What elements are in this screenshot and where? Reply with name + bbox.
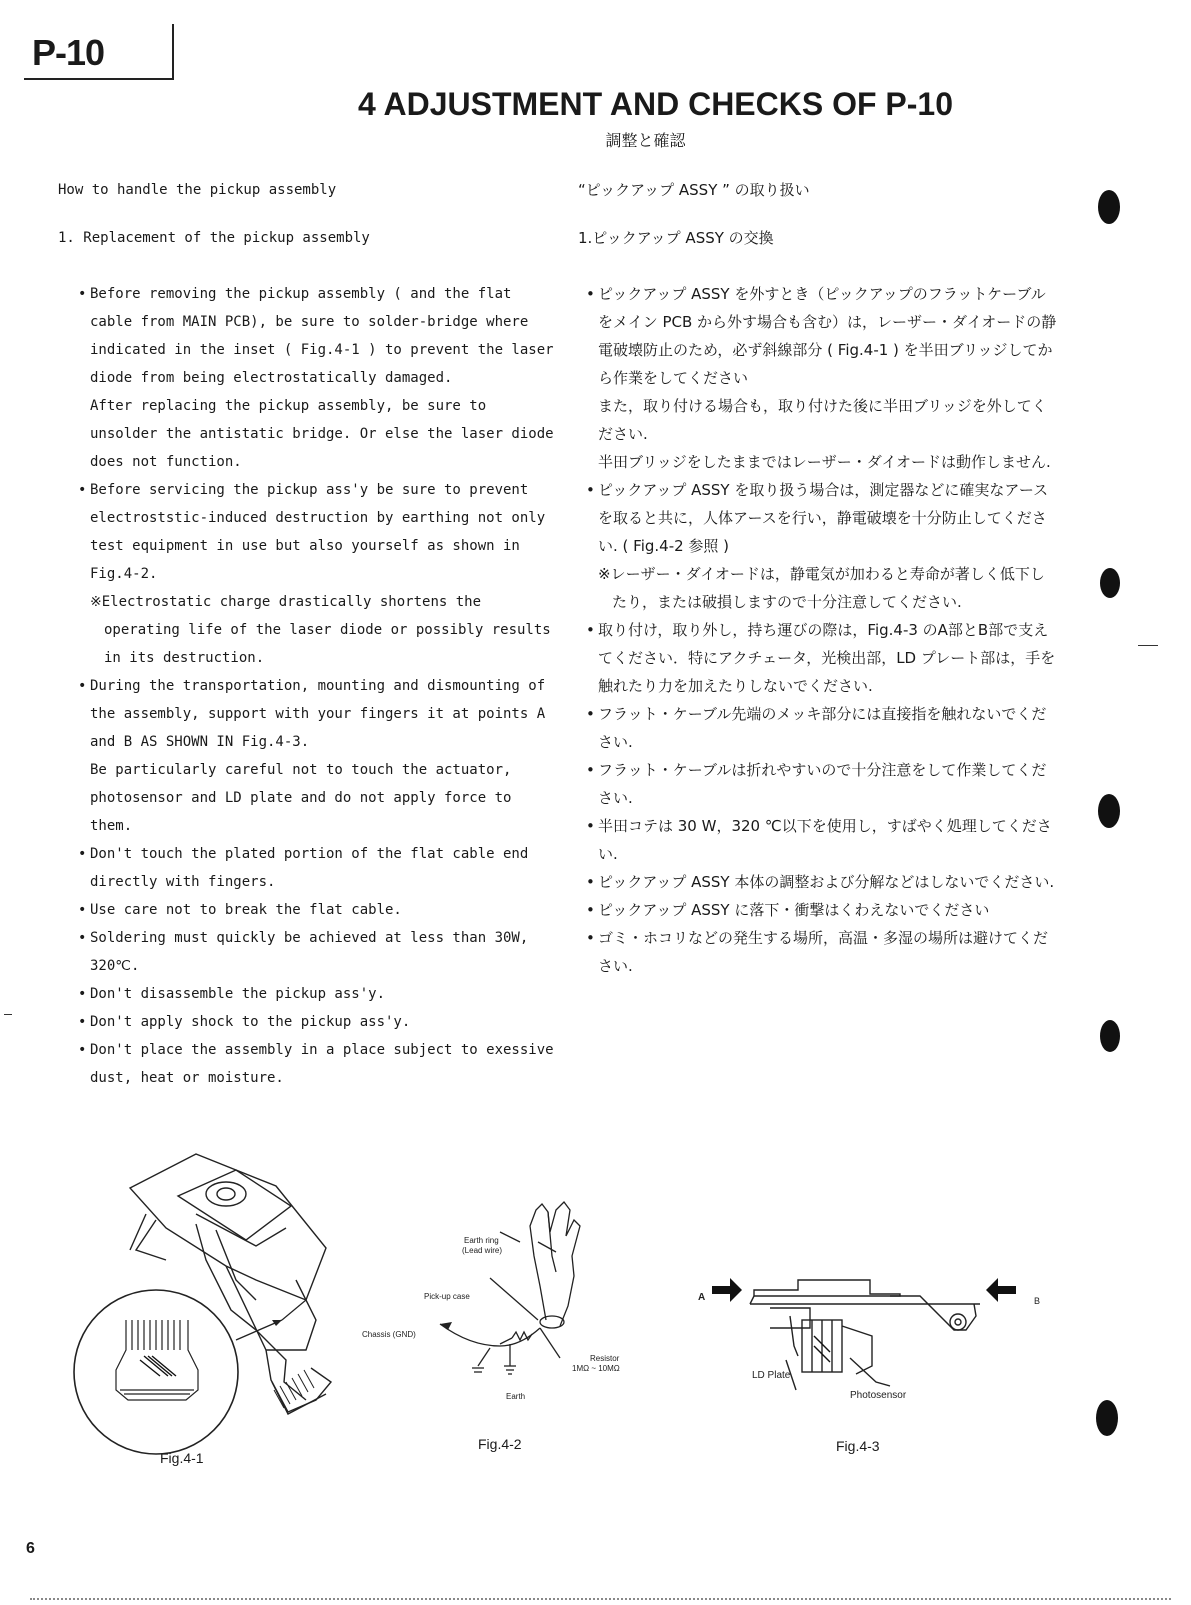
- ld-plate-label: LD Plate: [752, 1370, 791, 1381]
- list-item: [58, 896, 558, 924]
- english-heading: How to handle the pickup assembly: [58, 182, 337, 198]
- list-item: [578, 616, 1058, 700]
- japanese-b1-p2: また，取り付ける場合も，取り付けた後に半田ブリッジを外してください.: [598, 397, 1047, 443]
- list-item: [578, 812, 1058, 868]
- english-section-title: 1. Replacement of the pickup assembly: [58, 230, 370, 246]
- earth-ring-label: Earth ring: [464, 1236, 499, 1245]
- list-item: [58, 1008, 558, 1036]
- list-item: [58, 924, 558, 980]
- list-item: [578, 700, 1058, 756]
- english-b1-p2: After replacing the pickup assembly, be sure to unsolder the antistatic bridge. Or else the laser diode does not function.: [90, 398, 554, 470]
- list-item: [58, 672, 558, 840]
- earth-label: Earth: [506, 1392, 526, 1401]
- page-label: P-10: [32, 32, 105, 73]
- pickup-case-label: Pick-up case: [424, 1292, 470, 1301]
- english-column: [58, 176, 558, 1092]
- japanese-column: [578, 176, 1058, 980]
- list-item: [58, 840, 558, 896]
- english-b3-p2: Be particularly careful not to touch the actuator, photosensor and LD plate and do not apply force to them.: [90, 762, 512, 834]
- english-b5: • Use care not to break the flat cable.: [90, 902, 402, 918]
- japanese-b1-p3: 半田ブリッジをしたままではレーザー・ダイオードは動作しません.: [598, 453, 1051, 471]
- margin-mark: [4, 1014, 12, 1015]
- japanese-b5: • フラット・ケーブルは折れやすいので十分注意をして作業してください.: [598, 761, 1047, 807]
- binder-hole: [1098, 190, 1120, 224]
- list-item: [58, 476, 558, 672]
- page-title: 4 ADJUSTMENT AND CHECKS OF P-10: [357, 86, 954, 122]
- scan-edge: [30, 1598, 1171, 1600]
- figure-4-2-caption: Fig.4-2: [478, 1436, 522, 1452]
- english-b7: • Don't disassemble the pickup ass'y.: [90, 986, 386, 1002]
- list-item: [58, 980, 558, 1008]
- english-b1-p1: • Before removing the pickup assembly ( and the flat cable from MAIN PCB), be sure to solder-bridge where indicated in the inset ( Fig.4-1 ) to prevent the laser diode from being electrostatically damaged.: [90, 286, 554, 386]
- list-item: [58, 280, 558, 476]
- japanese-heading: “ピックアップ ASSY ” の取り扱い: [578, 181, 810, 199]
- binder-hole: [1100, 568, 1120, 598]
- support-point-a-label: A: [698, 1292, 706, 1303]
- support-point-b-label: B: [1034, 1296, 1041, 1306]
- list-item: [58, 1036, 558, 1092]
- english-b2-p1: • Before servicing the pickup ass'y be sure to prevent electroststic-induced destruction by earthing not only test equipment in use but also yourself as shown in Fig.4-2.: [90, 482, 546, 582]
- japanese-b4: • フラット・ケーブル先端のメッキ部分には直接指を触れないでください.: [598, 705, 1047, 751]
- japanese-b2-note: ※レーザー・ダイオードは，静電気が加わると寿命が著しく低下したり，または破損しますので十分注意してください.: [598, 565, 1045, 611]
- binder-hole: [1100, 1020, 1120, 1052]
- page-title-japanese: 調整と確認: [605, 131, 686, 150]
- list-item: [578, 756, 1058, 812]
- margin-mark: [1138, 645, 1158, 646]
- list-item: [578, 896, 1058, 924]
- japanese-b8: • ピックアップ ASSY に落下・衝撃はくわえないでください: [598, 901, 990, 919]
- figure-4-1-caption: Fig.4-1: [160, 1450, 204, 1466]
- binder-hole: [1096, 1400, 1118, 1436]
- english-b6: • Soldering must quickly be achieved at less than 30W, 320℃.: [90, 930, 529, 974]
- figure-support-points: [690, 1266, 1040, 1406]
- figure-4-3-caption: Fig.4-3: [836, 1438, 880, 1454]
- list-item: [578, 868, 1058, 896]
- japanese-b9: • ゴミ・ホコリなどの発生する場所，高温・多湿の場所は避けてください.: [598, 929, 1049, 975]
- japanese-section-title: 1.ピックアップ ASSY の交換: [578, 229, 774, 247]
- english-b3-p1: • During the transportation, mounting and dismounting of the assembly, support with your fingers it at points A and B AS SHOWN IN Fig.4-3.: [90, 678, 546, 750]
- page-number: 6: [26, 1540, 35, 1557]
- english-bullet-list: [58, 280, 558, 1092]
- japanese-b3: • 取り付け，取り外し，持ち運びの際は，Fig.4-3 のA部とB部で支えてください．特にアクチェータ，光検出部，LD プレート部は，手を触れたり力を加えたりしないでください.: [598, 621, 1056, 695]
- photosensor-label: Photosensor: [850, 1390, 907, 1401]
- japanese-b2-p1: • ピックアップ ASSY を取り扱う場合は，測定器などに確実なアースを取ると共に，人体アースを行い，静電破壊を十分防止してください. ( Fig.4-2 参照 ): [598, 481, 1049, 555]
- english-b4: • Don't touch the plated portion of the flat cable end directly with fingers.: [90, 846, 529, 890]
- resistor-label: Resistor: [590, 1354, 620, 1363]
- japanese-b1-p1: • ピックアップ ASSY を外すとき（ピックアップのフラットケーブルをメイン PCB から外す場合も含む）は，レーザー・ダイオードの静電破壊防止のため，必ず斜線部分 ( Fig.4-1 ) を半田ブリッジしてから作業をしてください: [598, 285, 1057, 387]
- lead-wire-label: (Lead wire): [462, 1246, 503, 1255]
- english-b2-note: ※Electrostatic charge drastically shortens the operating life of the laser diode or possibly results in its destruction.: [90, 594, 551, 666]
- resistor-value-label: 1MΩ ~ 10MΩ: [572, 1364, 620, 1373]
- chassis-label: Chassis (GND): [362, 1330, 416, 1339]
- figure-earthing-setup: [360, 1196, 660, 1406]
- japanese-b6: • 半田コテは 30 W，320 ℃以下を使用し，すばやく処理してください.: [598, 817, 1052, 863]
- list-item: [578, 924, 1058, 980]
- figure-pickup-assembly: [56, 1150, 356, 1470]
- english-b8: • Don't apply shock to the pickup ass'y.: [90, 1014, 411, 1030]
- list-item: [578, 476, 1058, 616]
- japanese-b7: • ピックアップ ASSY 本体の調整および分解などはしないでください.: [598, 873, 1055, 891]
- english-b9: • Don't place the assembly in a place subject to exessive dust, heat or moisture.: [90, 1042, 554, 1086]
- list-item: [578, 280, 1058, 476]
- binder-hole: [1098, 794, 1120, 828]
